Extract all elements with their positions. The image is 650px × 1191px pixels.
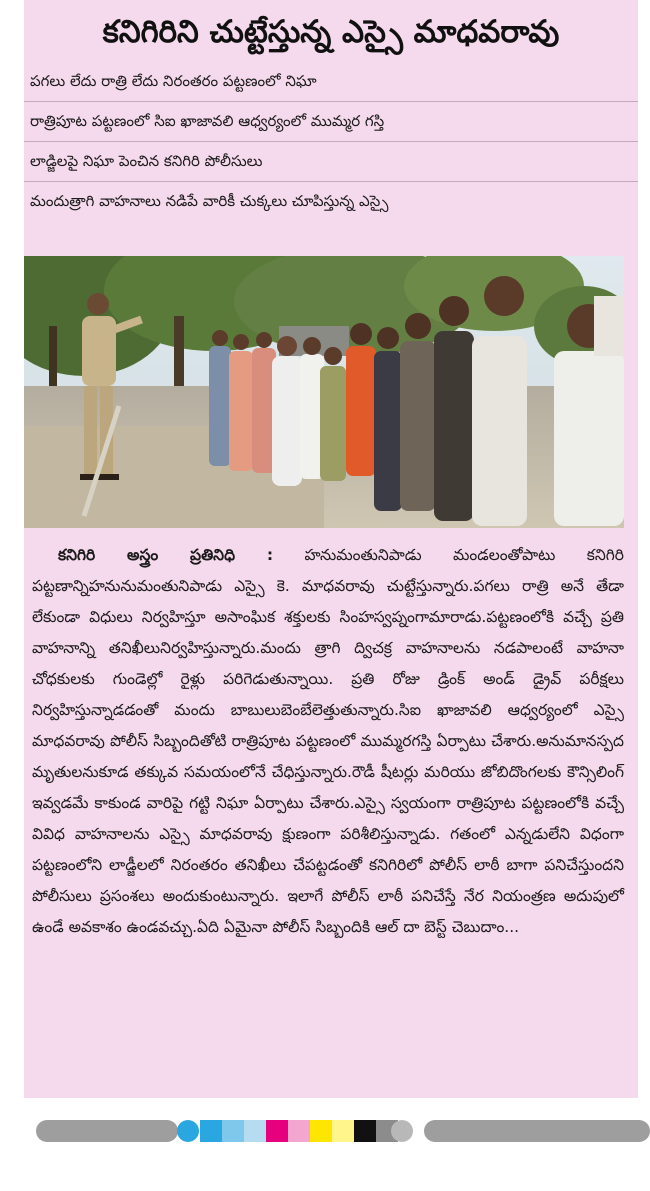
- subheadline-list: [24, 62, 638, 221]
- color-swatch: [310, 1120, 332, 1142]
- color-swatch: [332, 1120, 354, 1142]
- color-swatch: [200, 1120, 222, 1142]
- color-swatch: [288, 1120, 310, 1142]
- subheadline: రాత్రిపూట పట్టణంలో సిఐ ఖాజావలి ఆధ్వర్యంలో ముమ్మర గస్తి: [24, 102, 638, 142]
- news-clipping: [24, 0, 638, 1098]
- police-inspection-photo: [24, 256, 624, 528]
- subheadline: మందుత్రాగి వాహనాలు నడిపే వారికీ చుక్కలు చూపిస్తున్న ఎస్సై: [30, 192, 389, 210]
- headline: కనిగిరిని చుట్టేస్తున్న ఎస్సై మాధవరావు: [102, 14, 560, 50]
- news-photo: [24, 256, 624, 528]
- subheadline: పగలు లేదు రాత్రి లేదు నిరంతరం పట్టణంలో నిఘా: [24, 62, 638, 102]
- color-swatch: [266, 1120, 288, 1142]
- color-swatch: [354, 1120, 376, 1142]
- color-swatch: [244, 1120, 266, 1142]
- subheadline: లాడ్జిలపై నిఘా పెంచిన కనిగిరి పోలీసులు: [24, 142, 638, 182]
- article-body: [32, 540, 624, 943]
- article-body-text: హనుమంతునిపాడు మండలంతోపాటు కనిగిరి పట్టణాన్నిహనునుమంతునిపాడు ఎస్సై కె. మాధవరావు చుట్టేస్తున్నారు.పగలు రాత్రి అనే తేడా లేకుండా విధులు నిర్వహిస్తూ అసాంఘిక శక్తులకు సింహస్వప్నంగామారాడు.పట్టణంలోకి వచ్చే ప్రతి వాహనాన్ని తనిఖీలునిర్వహిస్తున్నారు.మందు త్రాగి ద్విచక్ర వాహనాలను నడపాలంటే వాహనా చోధకులకు గుండెల్లో రైళ్లు పరిగెడుతున్నాయి. ప్రతి రోజు డ్రింక్ అండ్ డ్రైవ్ పరీక్షలు నిర్వహిస్తున్నాడడంతో మందు బాబులుబెంబేలెత్తుతున్నారు.సిఐ ఖాజావలి ఆధ్వర్యంలో ఎస్సై మాధవరావు పోలీస్ సిబ్బందితోటి రాత్రిపూట పట్టణంలో ముమ్మరగస్తి ఏర్పాటు చేశారు.అనుమానస్పద మృతులనుకూడ తక్కువ సమయంలోనే చేధిస్తున్నారు.రౌడీ షీటర్లు మరియు జోబిదొంగలకు కౌన్సిలింగ్ ఇవ్వడమే కాకుండ వారిపై గట్టి నిఘా ఏర్పాటు చేశారు.ఎస్సై స్వయంగా రాత్రిపూట పట్టణంలోకి వచ్చే వివిధ వాహనాలను ఎస్సై మాధవరావు క్షుణంగా పరిశీలిస్తున్నాడు. గతంలో ఎన్నడులేని విధంగా పట్టణంలోని లాడ్జీలలో నిరంతరం తనిఖీలు చేపట్టడంతో కనిగిరిలో పోలీస్ లాఠీ బాగా పనిచేస్తుందని పోలీసులు ప్రసంశలు అందుకుంటున్నారు. ఇలాగే పోలీస్ లాఠీ పనిచేస్తే నేర నియంత్రణ అదుపులో ఉండే అవకాశం ఉండవచ్చు.ఏది ఏమైనా పోలీస్ సిబ్బందికి ఆల్ దా బెస్ట్ చెబుదాం...: [32, 546, 624, 936]
- color-swatch: [222, 1120, 244, 1142]
- printer-color-bar: [0, 1110, 650, 1158]
- dateline: కనిగిరి అస్త్రం ప్రతినిధి :: [58, 546, 274, 564]
